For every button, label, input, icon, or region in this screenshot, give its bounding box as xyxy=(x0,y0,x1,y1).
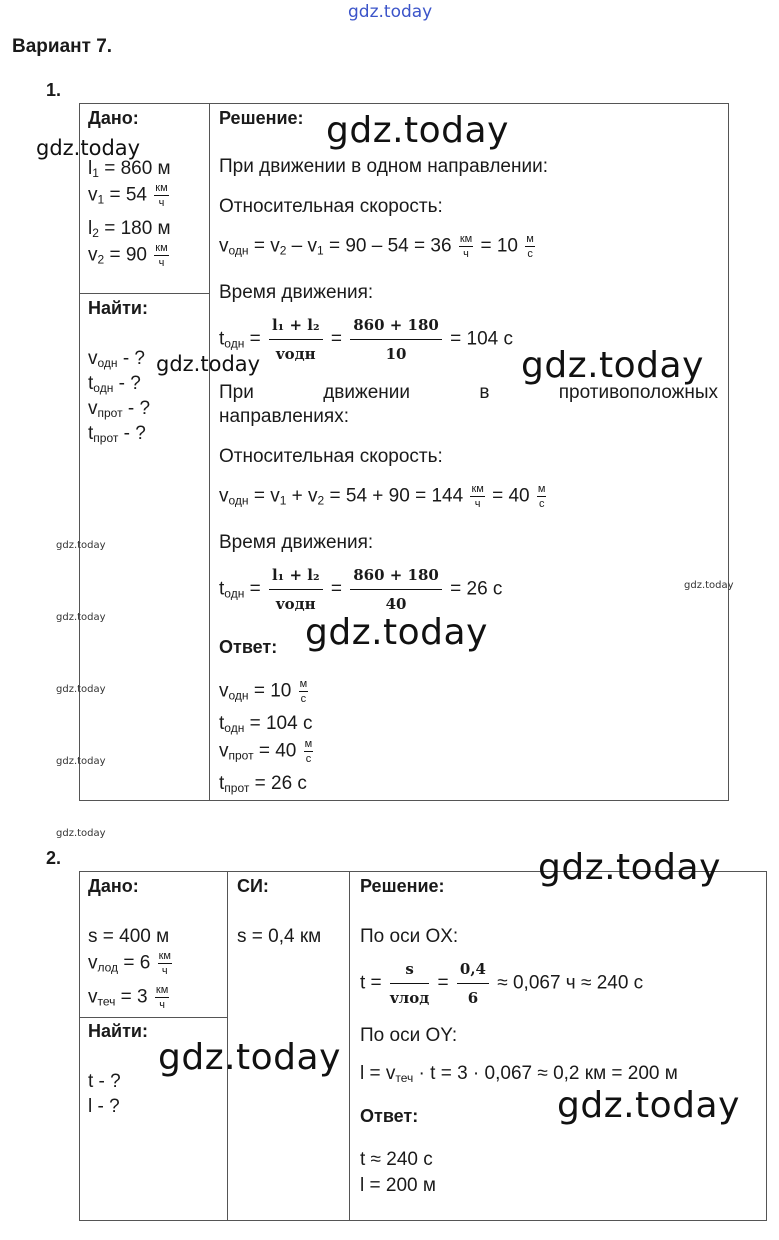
page-title: Вариант 7. xyxy=(12,36,113,57)
task1-solution-header: Решение: xyxy=(219,108,304,128)
sol-eq1: $v_{одн} = v_2 - v_1 = 90 - 54 = 36$ $\frac{км}{ч}$ = 10 $\frac{м}{с}$ xyxy=(219,233,534,260)
answer2-t: t ≈ 240 с xyxy=(360,1149,433,1170)
given-v-lod: $v_{лод} = 6$ $\frac{км}{ч}$ xyxy=(88,950,171,977)
find-l: l - ? xyxy=(88,1096,120,1117)
answer-t-odn: $t_{одн} = 104$ с xyxy=(219,713,313,735)
task1-answer-header: Ответ: xyxy=(219,637,278,657)
task1-number: 1. xyxy=(46,80,62,100)
watermark[interactable]: gdz.today xyxy=(56,756,106,767)
sol-eq4: $t_{одн}$ = l₁ + l₂ vодн = $\frac{860 + 180}{40}$ = 26 с xyxy=(219,566,503,613)
watermark[interactable]: gdz.today xyxy=(521,345,704,386)
word: в xyxy=(479,382,490,403)
watermark[interactable]: gdz.today xyxy=(56,612,106,623)
given-v1: $v_1 = 54$ $\frac{км}{ч}$ xyxy=(88,182,168,209)
given-s: s = 400 м xyxy=(88,926,170,947)
task1-given-header: Дано: xyxy=(88,108,139,128)
find-v-odn: $v_{одн}$ - ? xyxy=(88,348,145,370)
task2-solution-header: Решение: xyxy=(360,876,445,896)
watermark[interactable]: gdz.today xyxy=(538,847,721,888)
watermark[interactable]: gdz.today xyxy=(158,1037,341,1078)
find-t: t - ? xyxy=(88,1071,121,1092)
answer-v-prot: $v_{прот} = 40$ $\frac{м}{с}$ xyxy=(219,738,313,765)
task2-number: 2. xyxy=(46,848,62,868)
watermark[interactable]: gdz.today xyxy=(36,136,141,160)
watermark[interactable]: gdz.today xyxy=(326,110,509,151)
sol-time-2: Время движения: xyxy=(219,532,374,553)
watermark[interactable]: gdz.today xyxy=(156,352,261,376)
find-t-odn: $t_{одн}$ - ? xyxy=(88,373,141,395)
word: При xyxy=(219,382,254,403)
given-l1: $l_1 = 860$ м xyxy=(88,158,171,180)
watermark[interactable]: gdz.today xyxy=(684,580,734,591)
watermark[interactable]: gdz.today xyxy=(56,540,106,551)
sol2-ox: По оси OX: xyxy=(360,926,459,947)
task2-given-header: Дано: xyxy=(88,876,139,896)
watermark-top[interactable]: gdz.today xyxy=(348,2,433,22)
sol-eq2: $t_{одн}$ = l₁ + l₂ vодн = $\frac{860 + 180}{10}$ = 104 с xyxy=(219,316,513,363)
given-v2: $v_2 = 90$ $\frac{км}{ч}$ xyxy=(88,242,168,269)
sol-same-direction: При движении в одном направлении: xyxy=(219,156,548,177)
sol-relative-speed-2: Относительная скорость: xyxy=(219,446,443,467)
word: движении xyxy=(323,382,410,403)
given-v-tech: $v_{теч} = 3$ $\frac{км}{ч}$ xyxy=(88,984,169,1011)
answer-v-odn: $v_{одн} = 10$ $\frac{м}{с}$ xyxy=(219,678,308,705)
watermark[interactable]: gdz.today xyxy=(557,1085,740,1126)
sol-eq3: $v_{одн} = v_1 + v_2 = 54 + 90 = 144$ $\frac{км}{ч}$ = 40 $\frac{м}{с}$ xyxy=(219,483,546,510)
task2-si-header: СИ: xyxy=(237,876,269,896)
word: противоположных xyxy=(558,382,718,403)
sol2-oy: По оси OY: xyxy=(360,1025,458,1046)
task2-answer-header: Ответ: xyxy=(360,1106,419,1126)
sol-opposite-direction-2: направлениях: xyxy=(219,406,349,427)
find-t-prot: $t_{прот}$ - ? xyxy=(88,423,146,445)
sol2-eq2: $l = v_{теч} \cdot t = 3 \cdot 0,067 \approx 0,2$ км = 200 м xyxy=(360,1063,678,1085)
watermark[interactable]: gdz.today xyxy=(305,612,488,653)
si-value: s = 0,4 км xyxy=(237,926,322,947)
watermark[interactable]: gdz.today xyxy=(56,684,106,695)
given-l2: $l_2 = 180$ м xyxy=(88,218,171,240)
find-v-prot: $v_{прот}$ - ? xyxy=(88,398,151,420)
task2-find-header: Найти: xyxy=(88,1021,148,1041)
task1-find-header: Найти: xyxy=(88,298,148,318)
answer-t-prot: $t_{прот} = 26$ с xyxy=(219,773,307,795)
sol-relative-speed: Относительная скорость: xyxy=(219,196,443,217)
sol-time: Время движения: xyxy=(219,282,374,303)
watermark[interactable]: gdz.today xyxy=(56,828,106,839)
sol2-eq1: t = s vлод = $\frac{0,4}{6}$ ≈ 0,067 ч ≈ 240 с xyxy=(360,960,644,1007)
answer2-l: l = 200 м xyxy=(360,1175,436,1196)
